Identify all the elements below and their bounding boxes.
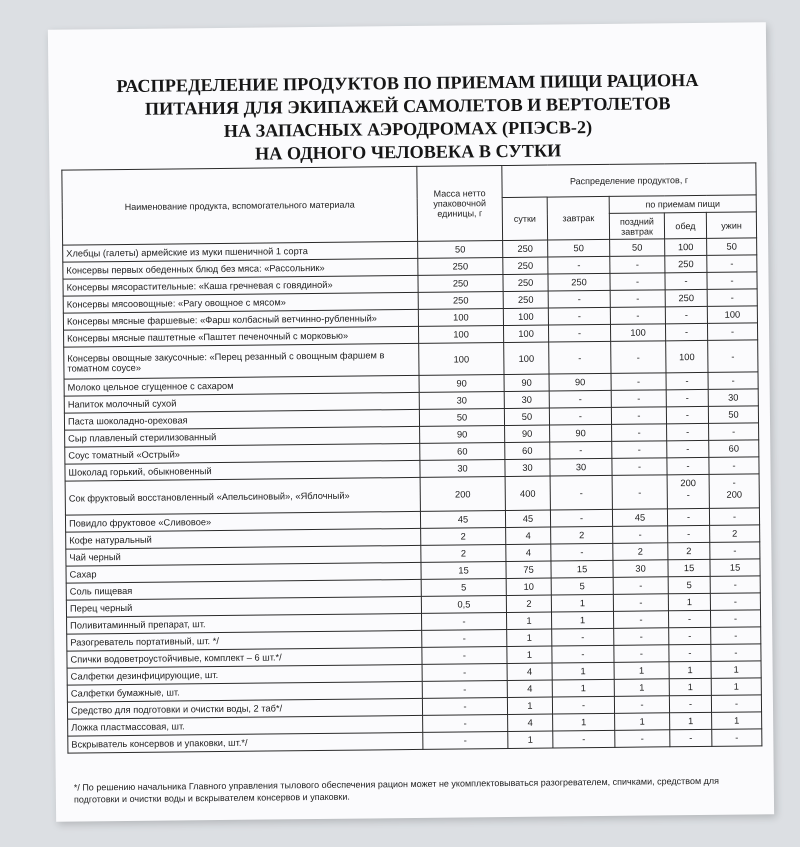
per-day-cell: 90: [504, 374, 549, 391]
product-name-cell: Кофе натуральный: [66, 528, 421, 549]
product-name-cell: Салфетки бумажные, шт.: [67, 681, 422, 702]
lunch-cell: 5: [668, 576, 710, 593]
per-day-cell: 30: [504, 391, 549, 408]
product-name-cell: Сок фруктовый восстановленный «Апельсиновый», «Яблочный»: [65, 477, 420, 515]
late-breakfast-cell: -: [611, 373, 666, 391]
late-breakfast-cell: -: [614, 628, 669, 646]
per-day-cell: 250: [503, 274, 548, 291]
net-mass-cell: -: [422, 698, 507, 716]
net-mass-cell: 100: [419, 343, 504, 376]
product-name-cell: Сыр плавленый стерилизованный: [65, 426, 420, 447]
dinner-cell: 60: [709, 440, 759, 458]
late-breakfast-cell: -: [614, 696, 669, 714]
lunch-cell: -: [667, 457, 709, 474]
dinner-cell: -: [708, 372, 758, 390]
product-name-cell: Консервы овощные закусочные: «Перец резанный с овощным фаршем в томатном соусе»: [64, 343, 419, 379]
late-breakfast-cell: -: [610, 256, 665, 274]
lunch-cell: -: [668, 610, 710, 627]
product-name-cell: Салфетки дезинфицирующие, шт.: [67, 664, 422, 685]
header-breakfast: завтрак: [547, 196, 609, 240]
lunch-cell: -: [670, 729, 712, 746]
per-day-cell: 90: [505, 425, 550, 442]
per-day-cell: 75: [506, 561, 551, 578]
breakfast-cell: 15: [551, 560, 613, 578]
late-breakfast-cell: -: [610, 307, 665, 325]
dinner-cell: 1: [712, 712, 762, 730]
breakfast-cell: -: [549, 390, 611, 408]
header-per-day: сутки: [502, 197, 547, 240]
product-name-cell: Средство для подготовки и очистки воды, 2 таб*/: [67, 698, 422, 719]
dinner-cell: -: [711, 644, 761, 662]
lunch-cell: 100: [666, 340, 708, 372]
product-name-cell: Паста шоколадно-ореховая: [64, 409, 419, 430]
late-breakfast-cell: 1: [614, 662, 669, 680]
dinner-cell: -: [710, 542, 760, 560]
breakfast-cell: -: [552, 696, 614, 714]
breakfast-cell: 2: [551, 526, 613, 544]
per-day-cell: 4: [507, 680, 552, 697]
net-mass-cell: 100: [418, 309, 503, 327]
lunch-cell: 1: [668, 593, 710, 610]
dinner-cell: 15: [710, 559, 760, 577]
product-name-cell: Консервы первых обеденных блюд без мяса: «Рассольник»: [63, 258, 418, 279]
net-mass-cell: 60: [420, 443, 505, 461]
lunch-cell: -: [665, 306, 707, 323]
late-breakfast-cell: -: [611, 390, 666, 408]
per-day-cell: 50: [504, 408, 549, 425]
dinner-cell: -: [709, 423, 759, 441]
late-breakfast-cell: 30: [613, 560, 668, 578]
breakfast-cell: -: [548, 256, 610, 274]
net-mass-cell: 45: [420, 511, 505, 529]
net-mass-cell: -: [422, 613, 507, 631]
net-mass-cell: 50: [418, 241, 503, 259]
dinner-cell: -: [707, 289, 757, 307]
late-breakfast-cell: -: [611, 341, 666, 374]
net-mass-cell: 2: [421, 545, 506, 563]
header-lunch: обед: [664, 212, 706, 238]
dinner-cell: -: [712, 729, 762, 747]
dinner-cell: -: [708, 340, 758, 373]
breakfast-cell: -: [552, 645, 614, 663]
ration-table: [61, 162, 762, 753]
net-mass-cell: 250: [418, 275, 503, 293]
net-mass-cell: 200: [420, 477, 505, 512]
net-mass-cell: 2: [421, 528, 506, 546]
breakfast-cell: 30: [550, 458, 612, 476]
per-day-cell: 60: [505, 442, 550, 459]
breakfast-cell: 1: [552, 662, 614, 680]
breakfast-cell: -: [552, 628, 614, 646]
breakfast-cell: 1: [551, 611, 613, 629]
late-breakfast-cell: -: [611, 407, 666, 425]
per-day-cell: 100: [503, 308, 548, 325]
late-breakfast-cell: 2: [613, 543, 668, 561]
dinner-cell: 50: [708, 406, 758, 424]
breakfast-cell: -: [548, 290, 610, 308]
breakfast-cell: 5: [551, 577, 613, 595]
lunch-cell: 15: [668, 559, 710, 576]
dinner-cell: -: [710, 576, 760, 594]
breakfast-cell: -: [550, 441, 612, 459]
lunch-cell: -: [667, 440, 709, 457]
breakfast-cell: -: [548, 324, 610, 342]
product-name-cell: Повидло фруктовое «Сливовое»: [65, 511, 420, 532]
header-product-name: Наименование продукта, вспомогательного материала: [62, 166, 418, 245]
breakfast-cell: 1: [553, 713, 615, 731]
net-mass-cell: 250: [418, 292, 503, 310]
dinner-cell: -: [707, 255, 757, 273]
per-day-cell: 2: [506, 595, 551, 612]
dinner-cell: 1: [711, 661, 761, 679]
dinner-cell: -: [707, 323, 757, 341]
net-mass-cell: -: [422, 630, 507, 648]
lunch-cell: -: [665, 323, 707, 340]
breakfast-cell: 90: [549, 373, 611, 391]
net-mass-cell: 30: [419, 392, 504, 410]
late-breakfast-cell: -: [613, 611, 668, 629]
per-day-cell: 250: [503, 240, 548, 257]
per-day-cell: 4: [506, 544, 551, 561]
dinner-cell: 2: [710, 525, 760, 543]
lunch-cell: -: [669, 627, 711, 644]
net-mass-cell: -: [422, 664, 507, 682]
late-breakfast-cell: -: [612, 424, 667, 442]
header-dinner: ужин: [706, 212, 756, 239]
lunch-cell: 250: [665, 289, 707, 306]
lunch-cell: -: [668, 525, 710, 542]
header-late-breakfast: поздний завтрак: [609, 213, 664, 240]
header-net-mass: Масса нетто упаковочной единицы, г: [417, 166, 503, 242]
product-name-cell: Поливитаминный препарат, шт.: [67, 613, 422, 634]
lunch-cell: 200 -: [667, 474, 709, 508]
net-mass-cell: 30: [420, 460, 505, 478]
breakfast-cell: 50: [548, 239, 610, 257]
document-title: [48, 68, 767, 168]
per-day-cell: 1: [507, 629, 552, 646]
late-breakfast-cell: 50: [610, 239, 665, 257]
late-breakfast-cell: -: [612, 475, 667, 510]
lunch-cell: -: [666, 389, 708, 406]
late-breakfast-cell: -: [612, 441, 667, 459]
lunch-cell: 250: [665, 255, 707, 272]
late-breakfast-cell: 100: [610, 324, 665, 342]
per-day-cell: 4: [507, 663, 552, 680]
dinner-cell: -: [710, 593, 760, 611]
dinner-cell: -: [709, 457, 759, 475]
per-day-cell: 1: [507, 697, 552, 714]
late-breakfast-cell: 1: [615, 713, 670, 731]
footnote: */ По решению начальника Главного управления тылового обеспечения рацион может не укомплектовываться разогревателем, спичками, средством для подготовки и очистки воды и вскрывателем консервов и упаковки.: [73, 775, 720, 805]
net-mass-cell: 100: [418, 326, 503, 344]
product-name-cell: Сахар: [66, 562, 421, 583]
title-line-2: ПИТАНИЯ ДЛЯ ЭКИПАЖЕЙ САМОЛЕТОВ И ВЕРТОЛЕТОВ: [144, 93, 671, 119]
late-breakfast-cell: -: [613, 594, 668, 612]
breakfast-cell: -: [553, 730, 615, 748]
per-day-cell: 4: [508, 714, 553, 731]
breakfast-cell: -: [550, 509, 612, 527]
net-mass-cell: 0,5: [421, 596, 506, 614]
per-day-cell: 400: [505, 476, 550, 510]
product-name-cell: Чай черный: [66, 545, 421, 566]
net-mass-cell: 90: [419, 375, 504, 393]
net-mass-cell: 15: [421, 562, 506, 580]
dinner-cell: -: [711, 627, 761, 645]
product-name-cell: Шоколад горький, обыкновенный: [65, 460, 420, 481]
lunch-cell: -: [666, 372, 708, 389]
per-day-cell: 100: [504, 342, 549, 374]
late-breakfast-cell: -: [615, 730, 670, 748]
per-day-cell: 1: [507, 612, 552, 629]
header-by-meals: по приемам пищи: [609, 195, 756, 214]
net-mass-cell: 50: [419, 409, 504, 427]
product-name-cell: Консервы мясные паштетные «Паштет печеночный с морковью»: [64, 326, 419, 347]
late-breakfast-cell: -: [613, 577, 668, 595]
breakfast-cell: 1: [552, 679, 614, 697]
breakfast-cell: 1: [551, 594, 613, 612]
dinner-cell: -: [707, 272, 757, 290]
per-day-cell: 45: [505, 510, 550, 527]
lunch-cell: 1: [670, 712, 712, 729]
lunch-cell: -: [665, 272, 707, 289]
ration-table-body: [63, 238, 762, 753]
dinner-cell: -: [709, 508, 759, 526]
per-day-cell: 1: [507, 646, 552, 663]
lunch-cell: 1: [669, 661, 711, 678]
dinner-cell: 50: [707, 238, 757, 256]
net-mass-cell: -: [423, 715, 508, 733]
product-name-cell: Спички водоветроустойчивые, комплект – 6 шт.*/: [67, 647, 422, 668]
title-line-4: НА ОДНОГО ЧЕЛОВЕКА В СУТКИ: [254, 140, 562, 164]
breakfast-cell: -: [551, 543, 613, 561]
lunch-cell: -: [669, 644, 711, 661]
per-day-cell: 10: [506, 578, 551, 595]
late-breakfast-cell: -: [614, 645, 669, 663]
breakfast-cell: 250: [548, 273, 610, 291]
lunch-cell: -: [666, 406, 708, 423]
product-name-cell: Хлебцы (галеты) армейские из муки пшеничной 1 сорта: [63, 241, 418, 262]
lunch-cell: 1: [669, 678, 711, 695]
per-day-cell: 4: [506, 527, 551, 544]
net-mass-cell: 5: [421, 579, 506, 597]
dinner-cell: -: [711, 695, 761, 713]
breakfast-cell: -: [548, 307, 610, 325]
breakfast-cell: -: [550, 475, 612, 510]
breakfast-cell: -: [549, 341, 611, 374]
product-name-cell: Разогреватель портативный, шт. */: [67, 630, 422, 651]
late-breakfast-cell: 1: [614, 679, 669, 697]
net-mass-cell: 90: [420, 426, 505, 444]
per-day-cell: 1: [508, 731, 553, 748]
product-name-cell: Соус томатный «Острый»: [65, 443, 420, 464]
title-line-1: РАСПРЕДЕЛЕНИЕ ПРОДУКТОВ ПО ПРИЕМАМ ПИЩИ РАЦИОНА: [116, 69, 699, 97]
late-breakfast-cell: -: [610, 290, 665, 308]
lunch-cell: -: [667, 508, 709, 525]
net-mass-cell: -: [422, 647, 507, 665]
product-name-cell: Соль пищевая: [66, 579, 421, 600]
product-name-cell: Напиток молочный сухой: [64, 392, 419, 413]
product-name-cell: Ложка пластмассовая, шт.: [68, 715, 423, 736]
lunch-cell: -: [669, 695, 711, 712]
lunch-cell: 2: [668, 542, 710, 559]
lunch-cell: -: [667, 423, 709, 440]
header-distribution: Распределение продуктов, г: [502, 163, 756, 198]
net-mass-cell: 250: [418, 258, 503, 276]
dinner-cell: -: [710, 610, 760, 628]
breakfast-cell: 90: [550, 424, 612, 442]
dinner-cell: 30: [708, 389, 758, 407]
late-breakfast-cell: -: [612, 458, 667, 476]
late-breakfast-cell: -: [613, 526, 668, 544]
per-day-cell: 250: [503, 257, 548, 274]
dinner-cell: 1: [711, 678, 761, 696]
late-breakfast-cell: -: [610, 273, 665, 291]
product-name-cell: Консервы мясорастительные: «Каша гречневая с говядиной»: [63, 275, 418, 296]
per-day-cell: 100: [503, 325, 548, 342]
net-mass-cell: -: [423, 732, 508, 750]
net-mass-cell: -: [422, 681, 507, 699]
title-line-3: НА ЗАПАСНЫХ АЭРОДРОМАХ (РПЭСВ-2): [223, 117, 593, 141]
per-day-cell: 30: [505, 459, 550, 476]
dinner-cell: - 200: [709, 474, 759, 509]
document-sheet: [48, 22, 774, 821]
breakfast-cell: -: [549, 407, 611, 425]
product-name-cell: Консервы мясные фаршевые: «Фарш колбасный ветчинно-рубленный»: [63, 309, 418, 330]
product-name-cell: Перец черный: [66, 596, 421, 617]
lunch-cell: 100: [665, 238, 707, 255]
dinner-cell: 100: [707, 306, 757, 324]
product-name-cell: Молоко цельное сгущенное с сахаром: [64, 375, 419, 396]
late-breakfast-cell: 45: [612, 509, 667, 527]
product-name-cell: Вскрыватель консервов и упаковки, шт.*/: [68, 732, 423, 753]
per-day-cell: 250: [503, 291, 548, 308]
product-name-cell: Консервы мясоовощные: «Рагу овощное с мясом»: [63, 292, 418, 313]
